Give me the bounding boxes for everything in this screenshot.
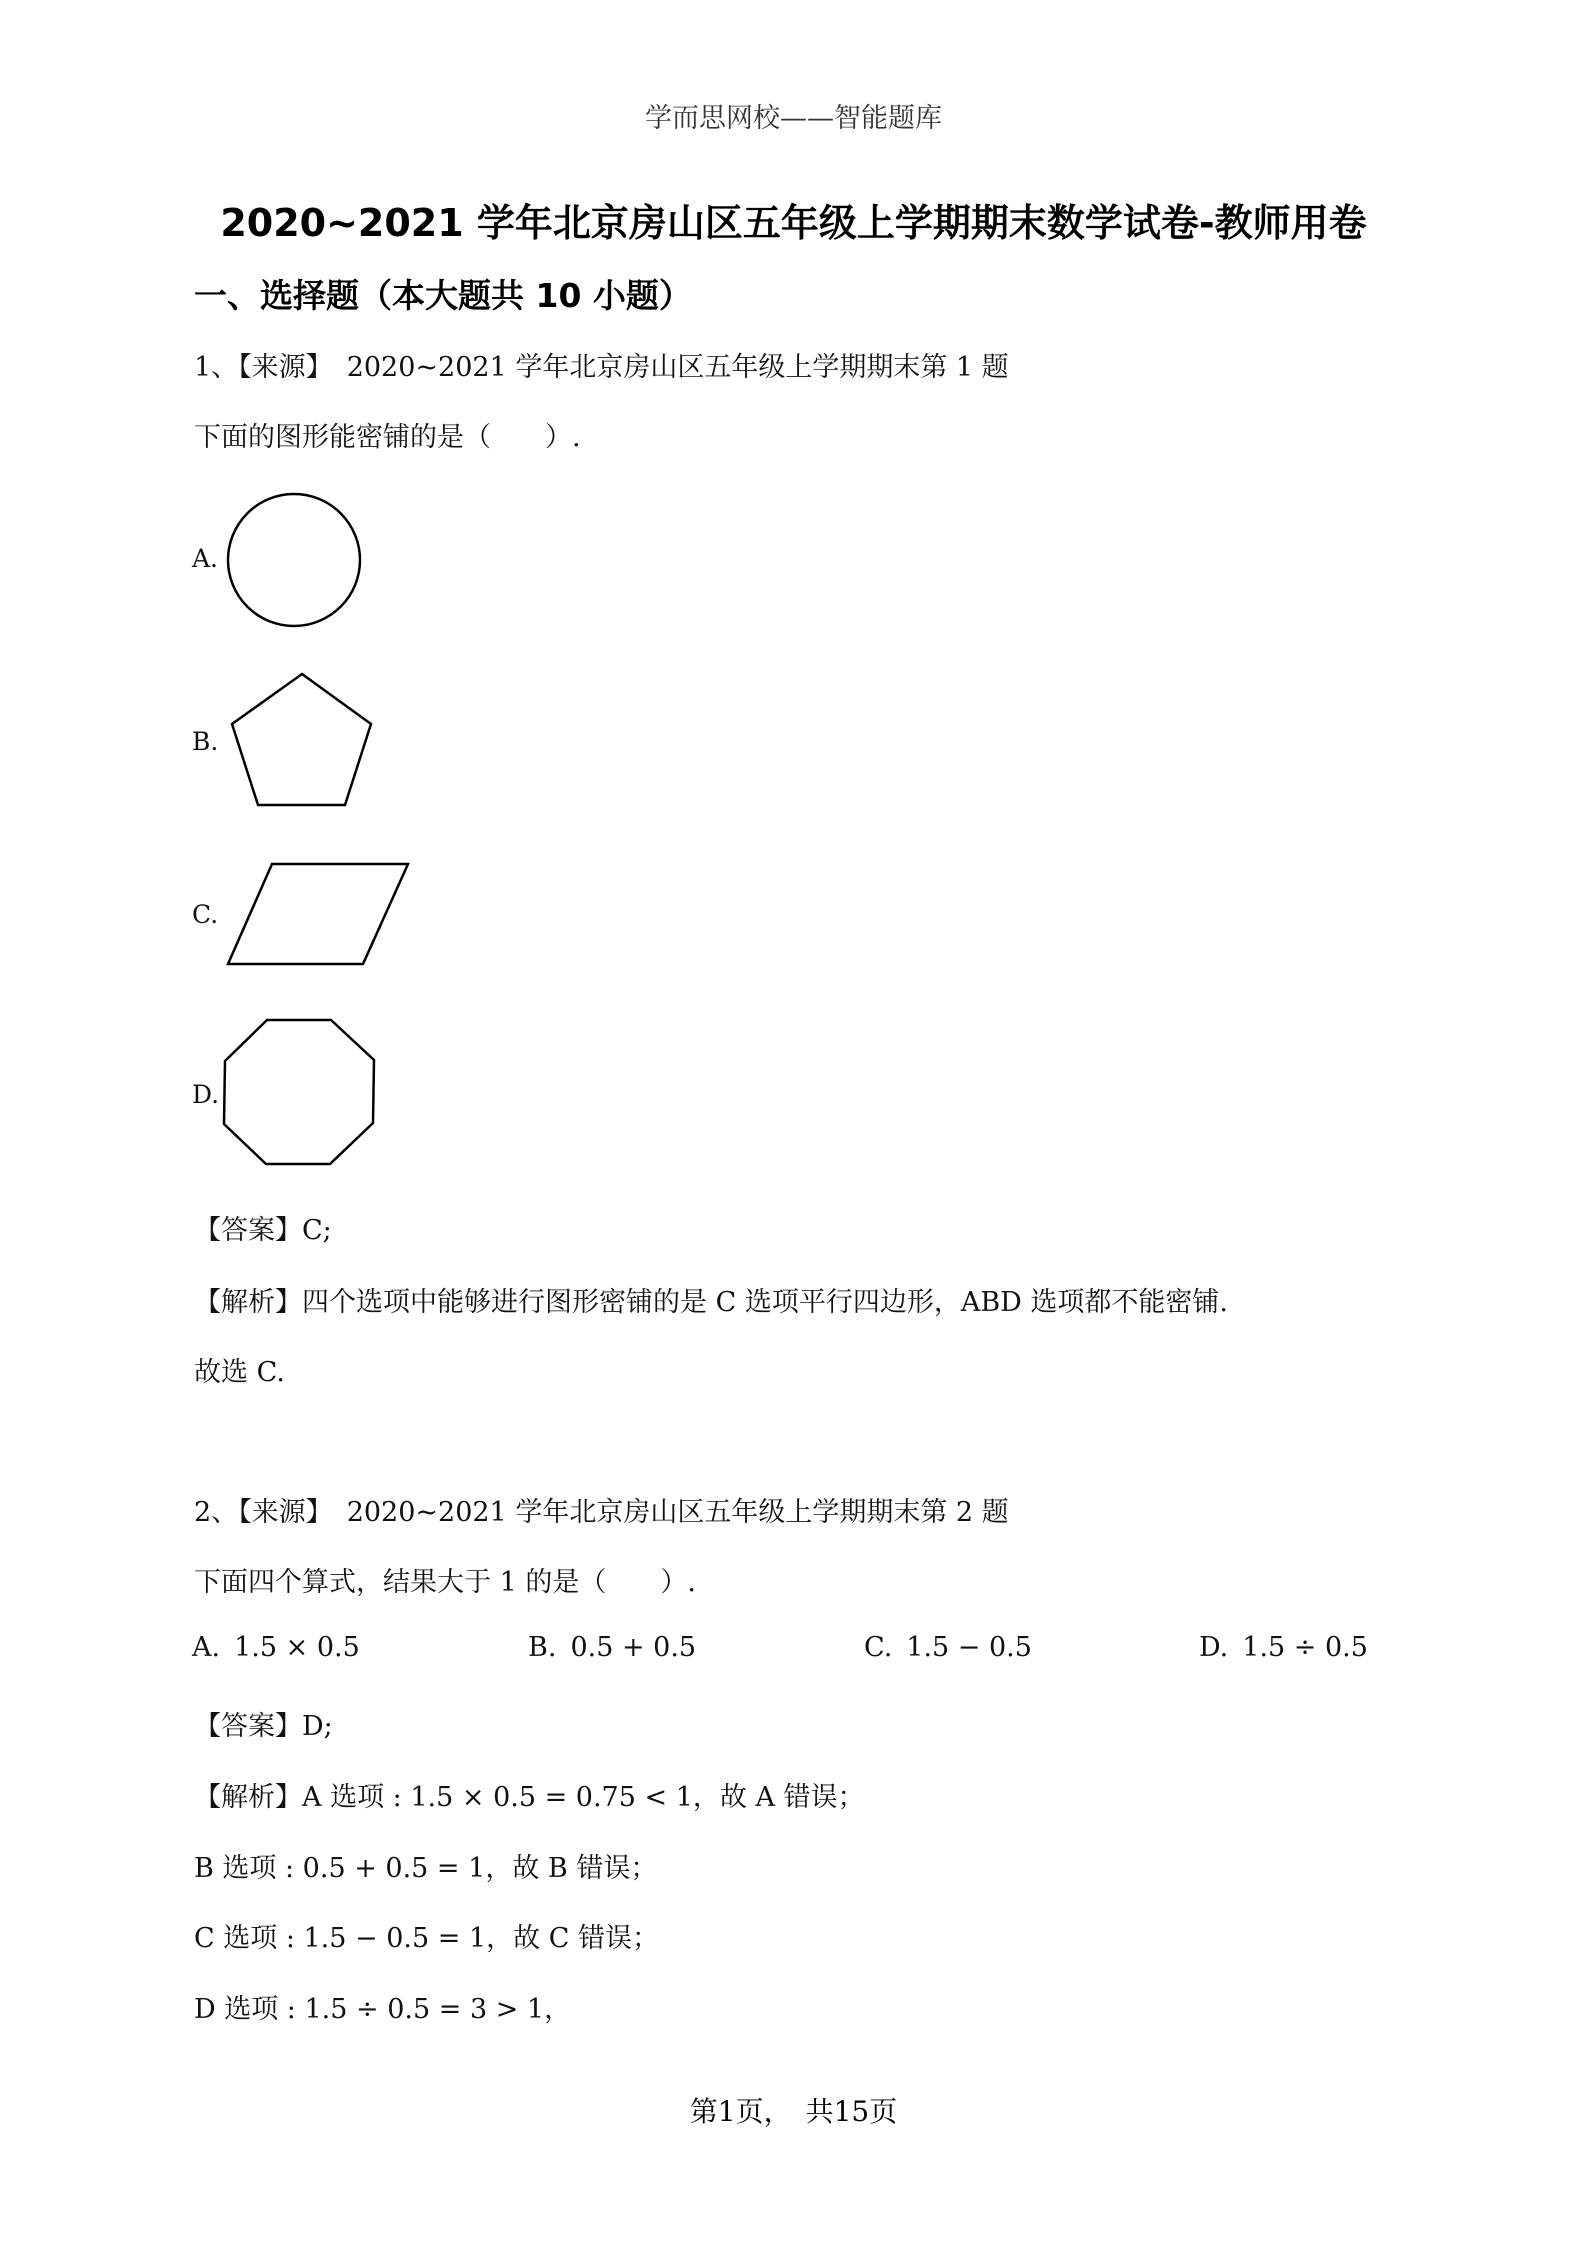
q1-conclusion: 故选 C.	[194, 1357, 285, 1388]
q2-answer: D;	[302, 1711, 333, 1742]
q1-source-tag: 【来源】	[238, 352, 333, 383]
q1-source: 2020~2021 学年北京房山区五年级上学期期末第 1 题	[346, 352, 1009, 383]
q1-analysis-line	[194, 1280, 1228, 1319]
q1-source-line	[194, 345, 1009, 384]
q2-option-b	[528, 1632, 696, 1663]
q2-number: 2、	[194, 1497, 239, 1528]
q1-analysis-tag: 【解析】	[194, 1287, 302, 1318]
section-heading: 一、选择题（本大题共 10 小题）	[194, 276, 692, 315]
q1-analysis: 四个选项中能够进行图形密铺的是 C 选项平行四边形，ABD 选项都不能密铺.	[302, 1287, 1228, 1318]
pentagon-shape	[230, 672, 375, 812]
circle-shape	[226, 492, 366, 632]
q2-option-a-label: A.	[192, 1632, 221, 1663]
q2-option-c	[864, 1632, 1032, 1663]
parallelogram-shape	[226, 862, 411, 967]
q1-option-d-label: D.	[192, 1080, 220, 1109]
q2-option-d-expr: 1.5 ÷ 0.5	[1242, 1632, 1368, 1663]
q2-answer-line	[194, 1704, 333, 1743]
q2-option-c-expr: 1.5 − 0.5	[906, 1632, 1032, 1663]
q2-option-d	[1199, 1632, 1368, 1663]
q1-answer-line	[194, 1208, 332, 1247]
q2-analysis-line-1	[194, 1775, 865, 1814]
q1-number: 1、	[194, 352, 239, 383]
q2-analysis-d: D 选项 : 1.5 ÷ 0.5 = 3 > 1，	[194, 1994, 572, 2025]
q2-answer-tag: 【答案】	[194, 1711, 302, 1742]
q1-answer: C;	[302, 1215, 332, 1246]
q2-stem: 下面四个算式，结果大于 1 的是（ ）.	[194, 1567, 696, 1598]
q2-source: 2020~2021 学年北京房山区五年级上学期期末第 2 题	[346, 1497, 1009, 1528]
q1-option-b-label: B.	[192, 727, 219, 756]
q2-option-a-expr: 1.5 × 0.5	[234, 1632, 360, 1663]
q2-source-tag: 【来源】	[238, 1497, 333, 1528]
q2-analysis-a: A 选项 : 1.5 × 0.5 = 0.75 < 1，故 A 错误；	[302, 1782, 865, 1813]
q1-option-c-label: C.	[192, 900, 219, 929]
q2-option-b-expr: 0.5 + 0.5	[570, 1632, 697, 1663]
q2-analysis-c: C 选项 : 1.5 − 0.5 = 1，故 C 错误；	[194, 1923, 659, 1954]
page-header: 学而思网校——智能题库	[645, 103, 942, 134]
q2-analysis-b: B 选项 : 0.5 + 0.5 = 1，故 B 错误；	[194, 1853, 658, 1884]
q2-option-b-label: B.	[528, 1632, 557, 1663]
q1-stem: 下面的图形能密铺的是（ ）.	[194, 422, 581, 453]
q2-source-line	[194, 1490, 1009, 1529]
octagon-shape	[222, 1018, 377, 1168]
q1-option-a-label: A.	[192, 544, 219, 573]
document-title: 2020~2021 学年北京房山区五年级上学期期末数学试卷-教师用卷	[220, 201, 1367, 245]
q2-analysis-tag: 【解析】	[194, 1782, 302, 1813]
q1-answer-tag: 【答案】	[194, 1215, 302, 1246]
page-footer: 第1页， 共15页	[689, 2095, 898, 2128]
q2-option-a	[192, 1632, 360, 1663]
q2-option-d-label: D.	[1199, 1632, 1229, 1663]
q2-option-c-label: C.	[864, 1632, 893, 1663]
